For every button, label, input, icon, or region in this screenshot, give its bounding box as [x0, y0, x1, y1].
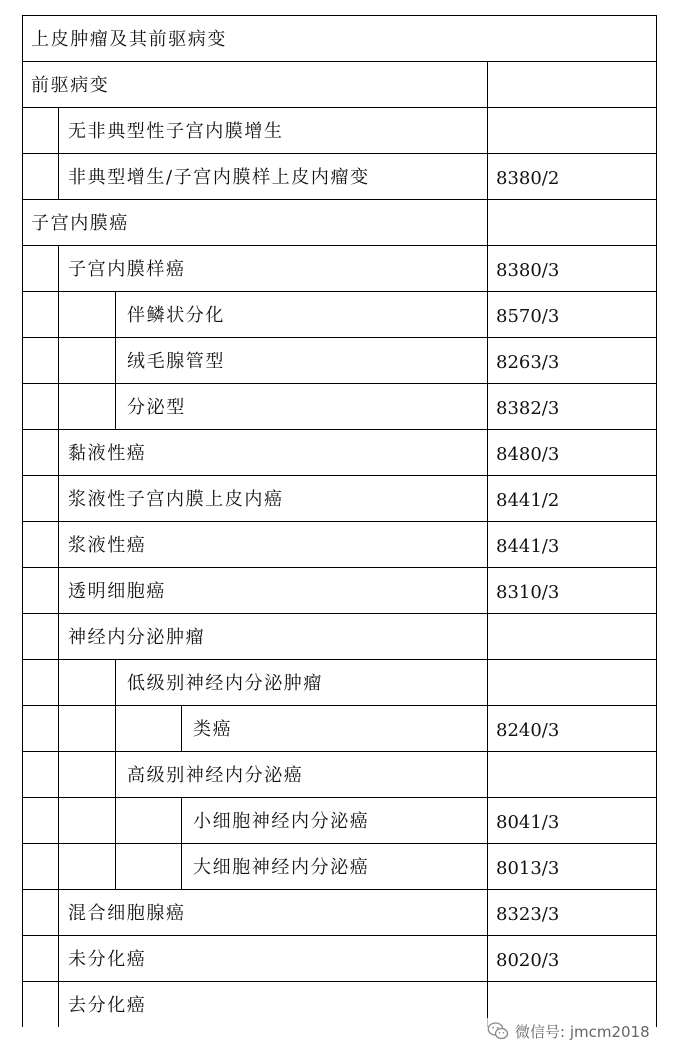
indent-divider: [181, 798, 182, 843]
indent-divider: [115, 338, 116, 383]
row-label: 浆液性癌: [68, 535, 147, 556]
code-column-divider: [487, 62, 488, 107]
row-label: 去分化癌: [68, 995, 147, 1016]
code-column-divider: [487, 476, 488, 521]
table-row: [23, 660, 656, 706]
code-column-divider: [487, 890, 488, 935]
table-row: [23, 522, 656, 568]
code-column-divider: [487, 430, 488, 475]
code-column-divider: [487, 292, 488, 337]
icd-code: 8382/3: [496, 398, 560, 419]
table-row: [23, 752, 656, 798]
code-column-divider: [487, 660, 488, 705]
row-label: 黏液性癌: [68, 443, 147, 464]
code-column-divider: [487, 384, 488, 429]
code-column-divider: [487, 246, 488, 291]
row-label: 未分化癌: [68, 949, 147, 970]
icd-code: 8041/3: [496, 812, 560, 833]
indent-divider: [58, 752, 59, 797]
indent-divider: [58, 292, 59, 337]
indent-divider: [58, 706, 59, 751]
table-row: [23, 798, 656, 844]
indent-divider: [115, 384, 116, 429]
indent-divider: [58, 844, 59, 889]
code-column-divider: [487, 706, 488, 751]
icd-code: 8570/3: [496, 306, 560, 327]
icd-code: 8013/3: [496, 858, 560, 879]
indent-divider: [115, 292, 116, 337]
code-column-divider: [487, 798, 488, 843]
code-column-divider: [487, 568, 488, 613]
table-row: [23, 154, 656, 200]
row-label: 混合细胞腺癌: [68, 903, 186, 924]
table-row: [23, 338, 656, 384]
indent-divider: [58, 430, 59, 475]
indent-divider: [58, 798, 59, 843]
table-row: [23, 200, 656, 246]
row-label: 上皮肿瘤及其前驱病变: [31, 29, 227, 50]
indent-divider: [58, 108, 59, 153]
table-row: [23, 62, 656, 108]
table-row: [23, 292, 656, 338]
icd-code: 8441/3: [496, 536, 560, 557]
indent-divider: [58, 568, 59, 613]
indent-divider: [115, 660, 116, 705]
watermark-text: 微信号: jmcm2018: [515, 1022, 650, 1041]
indent-divider: [58, 982, 59, 1027]
code-column-divider: [487, 522, 488, 567]
indent-divider: [58, 384, 59, 429]
indent-divider: [115, 844, 116, 889]
row-label: 透明细胞癌: [68, 581, 166, 602]
row-label: 神经内分泌肿瘤: [68, 627, 206, 648]
icd-code: 8480/3: [496, 444, 560, 465]
table-row: [23, 430, 656, 476]
indent-divider: [115, 752, 116, 797]
code-column-divider: [487, 936, 488, 981]
indent-divider: [58, 936, 59, 981]
indent-divider: [58, 890, 59, 935]
row-label: 前驱病变: [31, 75, 110, 96]
table-row: [23, 890, 656, 936]
code-column-divider: [487, 154, 488, 199]
row-label: 高级别神经内分泌癌: [127, 765, 304, 786]
table-row: [23, 614, 656, 660]
wechat-icon: [487, 1021, 509, 1041]
row-label: 非典型增生/子宫内膜样上皮内瘤变: [68, 167, 370, 188]
table-row: [23, 936, 656, 982]
icd-code: 8020/3: [496, 950, 560, 971]
row-label: 绒毛腺管型: [127, 351, 225, 372]
icd-code: 8380/3: [496, 260, 560, 281]
indent-divider: [58, 476, 59, 521]
wechat-watermark: [487, 1018, 654, 1044]
code-column-divider: [487, 844, 488, 889]
icd-code: 8310/3: [496, 582, 560, 603]
classification-table: [22, 15, 657, 1027]
row-label: 低级别神经内分泌肿瘤: [127, 673, 323, 694]
table-row: [23, 108, 656, 154]
code-column-divider: [487, 338, 488, 383]
row-label: 浆液性子宫内膜上皮内癌: [68, 489, 284, 510]
indent-divider: [58, 614, 59, 659]
indent-divider: [181, 844, 182, 889]
icd-code: 8263/3: [496, 352, 560, 373]
row-label: 类癌: [193, 719, 233, 740]
icd-code: 8323/3: [496, 904, 560, 925]
indent-divider: [181, 706, 182, 751]
row-label: 小细胞神经内分泌癌: [193, 811, 370, 832]
indent-divider: [115, 706, 116, 751]
code-column-divider: [487, 200, 488, 245]
row-label: 子宫内膜癌: [31, 213, 129, 234]
table-row: [23, 384, 656, 430]
code-column-divider: [487, 752, 488, 797]
table-row: [23, 246, 656, 292]
row-label: 大细胞神经内分泌癌: [193, 857, 370, 878]
indent-divider: [58, 338, 59, 383]
icd-code: 8240/3: [496, 720, 560, 741]
table-row: [23, 568, 656, 614]
indent-divider: [58, 522, 59, 567]
table-row: [23, 16, 656, 62]
code-column-divider: [487, 108, 488, 153]
table-row: [23, 476, 656, 522]
table-row: [23, 844, 656, 890]
icd-code: 8441/2: [496, 490, 560, 511]
icd-code: 8380/2: [496, 168, 560, 189]
indent-divider: [115, 798, 116, 843]
code-column-divider: [487, 614, 488, 659]
indent-divider: [58, 246, 59, 291]
indent-divider: [58, 154, 59, 199]
table-row: [23, 706, 656, 752]
indent-divider: [58, 660, 59, 705]
row-label: 无非典型性子宫内膜增生: [68, 121, 284, 142]
row-label: 分泌型: [127, 397, 186, 418]
row-label: 子宫内膜样癌: [68, 259, 186, 280]
row-label: 伴鳞状分化: [127, 305, 225, 326]
